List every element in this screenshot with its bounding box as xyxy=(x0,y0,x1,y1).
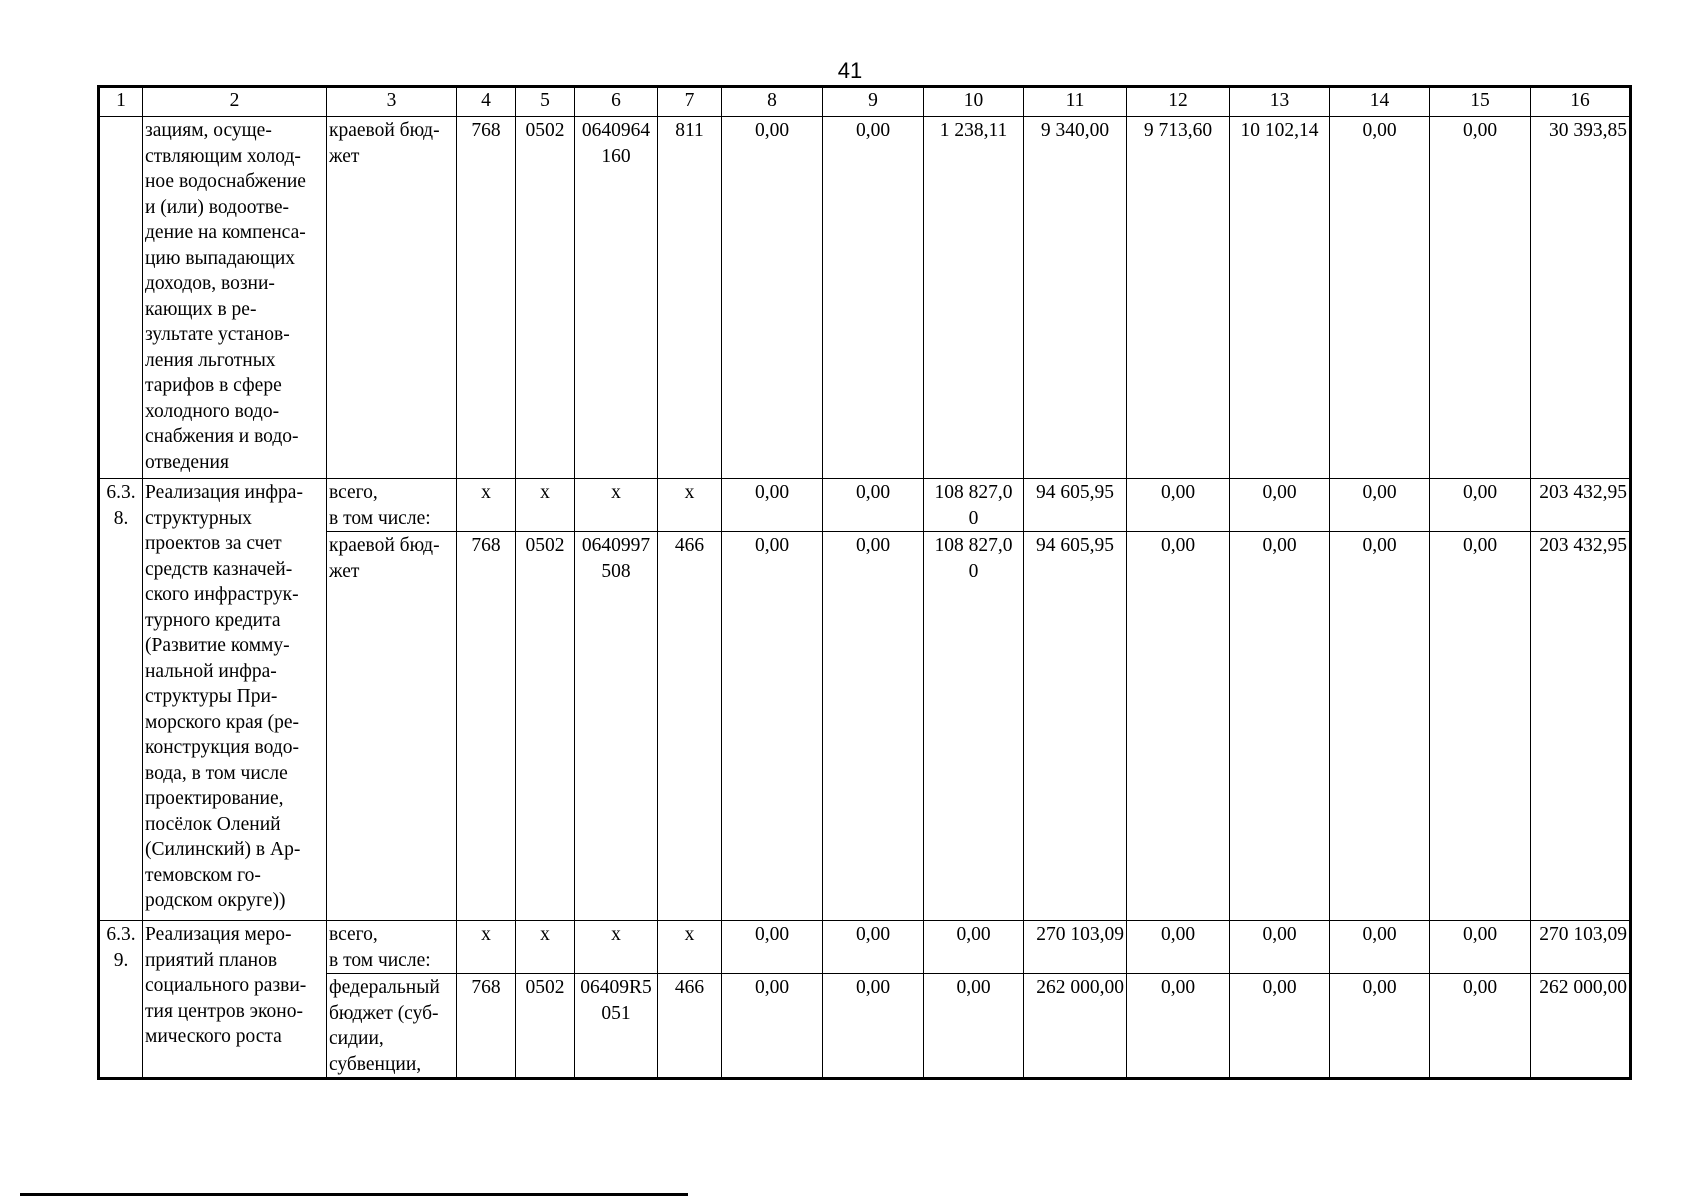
cell-col9: 0,00 xyxy=(823,479,924,532)
table-row xyxy=(99,974,1631,1079)
cell-col6: х xyxy=(575,479,658,532)
cell-col9: 0,00 xyxy=(823,974,924,1079)
column-header: 8 xyxy=(722,87,823,117)
table-row xyxy=(99,479,1631,532)
cell-col15: 0,00 xyxy=(1430,974,1531,1079)
column-header: 5 xyxy=(516,87,575,117)
item-name-cell: зациям, осуще- ствляющим холод- ное водоснабжение и (или) водоотве- дение на компенса- цию выпадающих доходов, возни- кающих в ре- зультате установ- ления льготных тарифов в сфере холодного водо- снабжения и водо- отведения xyxy=(143,117,327,479)
item-name-cell: Реализация инфра- структурных проектов за счет средств казначей- ского инфраструк- турного кредита (Развитие комму- нальной инфра- структуры При- морского края (ре- конструкция водо- вода, в том числе проектирование, посёлок Олений (Силинский) в Ар- темовском го- родском округе)) xyxy=(143,479,327,921)
budget-table xyxy=(97,85,1632,1080)
cell-col5: 0502 xyxy=(516,532,575,921)
funding-source-cell: краевой бюд- жет xyxy=(327,532,457,921)
cell-col4: х xyxy=(457,479,516,532)
page-number: 41 xyxy=(837,58,863,83)
cell-col5: х xyxy=(516,479,575,532)
cell-col6: х xyxy=(575,921,658,974)
cell-col9: 0,00 xyxy=(823,532,924,921)
cell-col8: 0,00 xyxy=(722,479,823,532)
cell-col14: 0,00 xyxy=(1330,921,1430,974)
cell-col16: 203 432,95 xyxy=(1531,479,1631,532)
funding-source-cell: краевой бюд- жет xyxy=(327,117,457,479)
column-header: 1 xyxy=(99,87,143,117)
cell-col10: 0,00 xyxy=(924,974,1024,1079)
table-row xyxy=(99,117,1631,479)
cell-col16: 30 393,85 xyxy=(1531,117,1631,479)
item-number-cell: 6.3. 9. xyxy=(99,921,143,1079)
column-header: 16 xyxy=(1531,87,1631,117)
cell-col8: 0,00 xyxy=(722,117,823,479)
column-header: 15 xyxy=(1430,87,1531,117)
cell-col8: 0,00 xyxy=(722,974,823,1079)
cell-col13: 10 102,14 xyxy=(1230,117,1330,479)
cell-col10: 108 827,0 0 xyxy=(924,532,1024,921)
cell-col4: 768 xyxy=(457,117,516,479)
cell-col10: 0,00 xyxy=(924,921,1024,974)
cell-col7: 466 xyxy=(658,974,722,1079)
cell-col8: 0,00 xyxy=(722,921,823,974)
cell-col6: 0640997 508 xyxy=(575,532,658,921)
cell-col10: 1 238,11 xyxy=(924,117,1024,479)
cell-col5: 0502 xyxy=(516,974,575,1079)
cell-col5: х xyxy=(516,921,575,974)
cell-col11: 270 103,09 xyxy=(1024,921,1127,974)
column-header: 10 xyxy=(924,87,1024,117)
cell-col13: 0,00 xyxy=(1230,532,1330,921)
table-row xyxy=(99,921,1631,974)
cell-col7: 466 xyxy=(658,532,722,921)
cell-col14: 0,00 xyxy=(1330,532,1430,921)
cell-col7: х xyxy=(658,479,722,532)
cell-col13: 0,00 xyxy=(1230,921,1330,974)
item-name-cell: Реализация меро- приятий планов социального разви- тия центров эконо- мического роста xyxy=(143,921,327,1079)
cell-col15: 0,00 xyxy=(1430,479,1531,532)
cell-col7: 811 xyxy=(658,117,722,479)
column-header: 4 xyxy=(457,87,516,117)
cell-col13: 0,00 xyxy=(1230,479,1330,532)
cell-col12: 0,00 xyxy=(1127,921,1230,974)
cell-col11: 9 340,00 xyxy=(1024,117,1127,479)
cell-col16: 262 000,00 xyxy=(1531,974,1631,1079)
footer-rule xyxy=(20,1193,688,1196)
cell-col7: х xyxy=(658,921,722,974)
cell-col5: 0502 xyxy=(516,117,575,479)
cell-col4: 768 xyxy=(457,974,516,1079)
cell-col9: 0,00 xyxy=(823,921,924,974)
column-header: 11 xyxy=(1024,87,1127,117)
cell-col15: 0,00 xyxy=(1430,921,1531,974)
cell-col16: 203 432,95 xyxy=(1531,532,1631,921)
cell-col9: 0,00 xyxy=(823,117,924,479)
cell-col13: 0,00 xyxy=(1230,974,1330,1079)
cell-col12: 0,00 xyxy=(1127,974,1230,1079)
cell-col11: 94 605,95 xyxy=(1024,532,1127,921)
cell-col12: 0,00 xyxy=(1127,479,1230,532)
column-header: 14 xyxy=(1330,87,1430,117)
column-header: 3 xyxy=(327,87,457,117)
item-number-cell: 6.3. 8. xyxy=(99,479,143,921)
cell-col12: 9 713,60 xyxy=(1127,117,1230,479)
cell-col15: 0,00 xyxy=(1430,117,1531,479)
cell-col14: 0,00 xyxy=(1330,117,1430,479)
column-header: 2 xyxy=(143,87,327,117)
cell-col15: 0,00 xyxy=(1430,532,1531,921)
cell-col4: 768 xyxy=(457,532,516,921)
cell-col12: 0,00 xyxy=(1127,532,1230,921)
cell-col11: 262 000,00 xyxy=(1024,974,1127,1079)
cell-col10: 108 827,0 0 xyxy=(924,479,1024,532)
item-number-cell xyxy=(99,117,143,479)
column-header: 6 xyxy=(575,87,658,117)
cell-col6: 06409R5 051 xyxy=(575,974,658,1079)
cell-col14: 0,00 xyxy=(1330,974,1430,1079)
header-row xyxy=(99,87,1631,117)
cell-col14: 0,00 xyxy=(1330,479,1430,532)
table-row xyxy=(99,532,1631,921)
cell-col8: 0,00 xyxy=(722,532,823,921)
cell-col4: х xyxy=(457,921,516,974)
cell-col6: 0640964 160 xyxy=(575,117,658,479)
cell-col16: 270 103,09 xyxy=(1531,921,1631,974)
column-header: 7 xyxy=(658,87,722,117)
column-header: 12 xyxy=(1127,87,1230,117)
funding-source-cell: всего, в том числе: xyxy=(327,479,457,532)
funding-source-cell: всего, в том числе: xyxy=(327,921,457,974)
column-header: 13 xyxy=(1230,87,1330,117)
funding-source-cell: федеральный бюджет (суб- сидии, субвенции, xyxy=(327,974,457,1079)
cell-col11: 94 605,95 xyxy=(1024,479,1127,532)
column-header: 9 xyxy=(823,87,924,117)
